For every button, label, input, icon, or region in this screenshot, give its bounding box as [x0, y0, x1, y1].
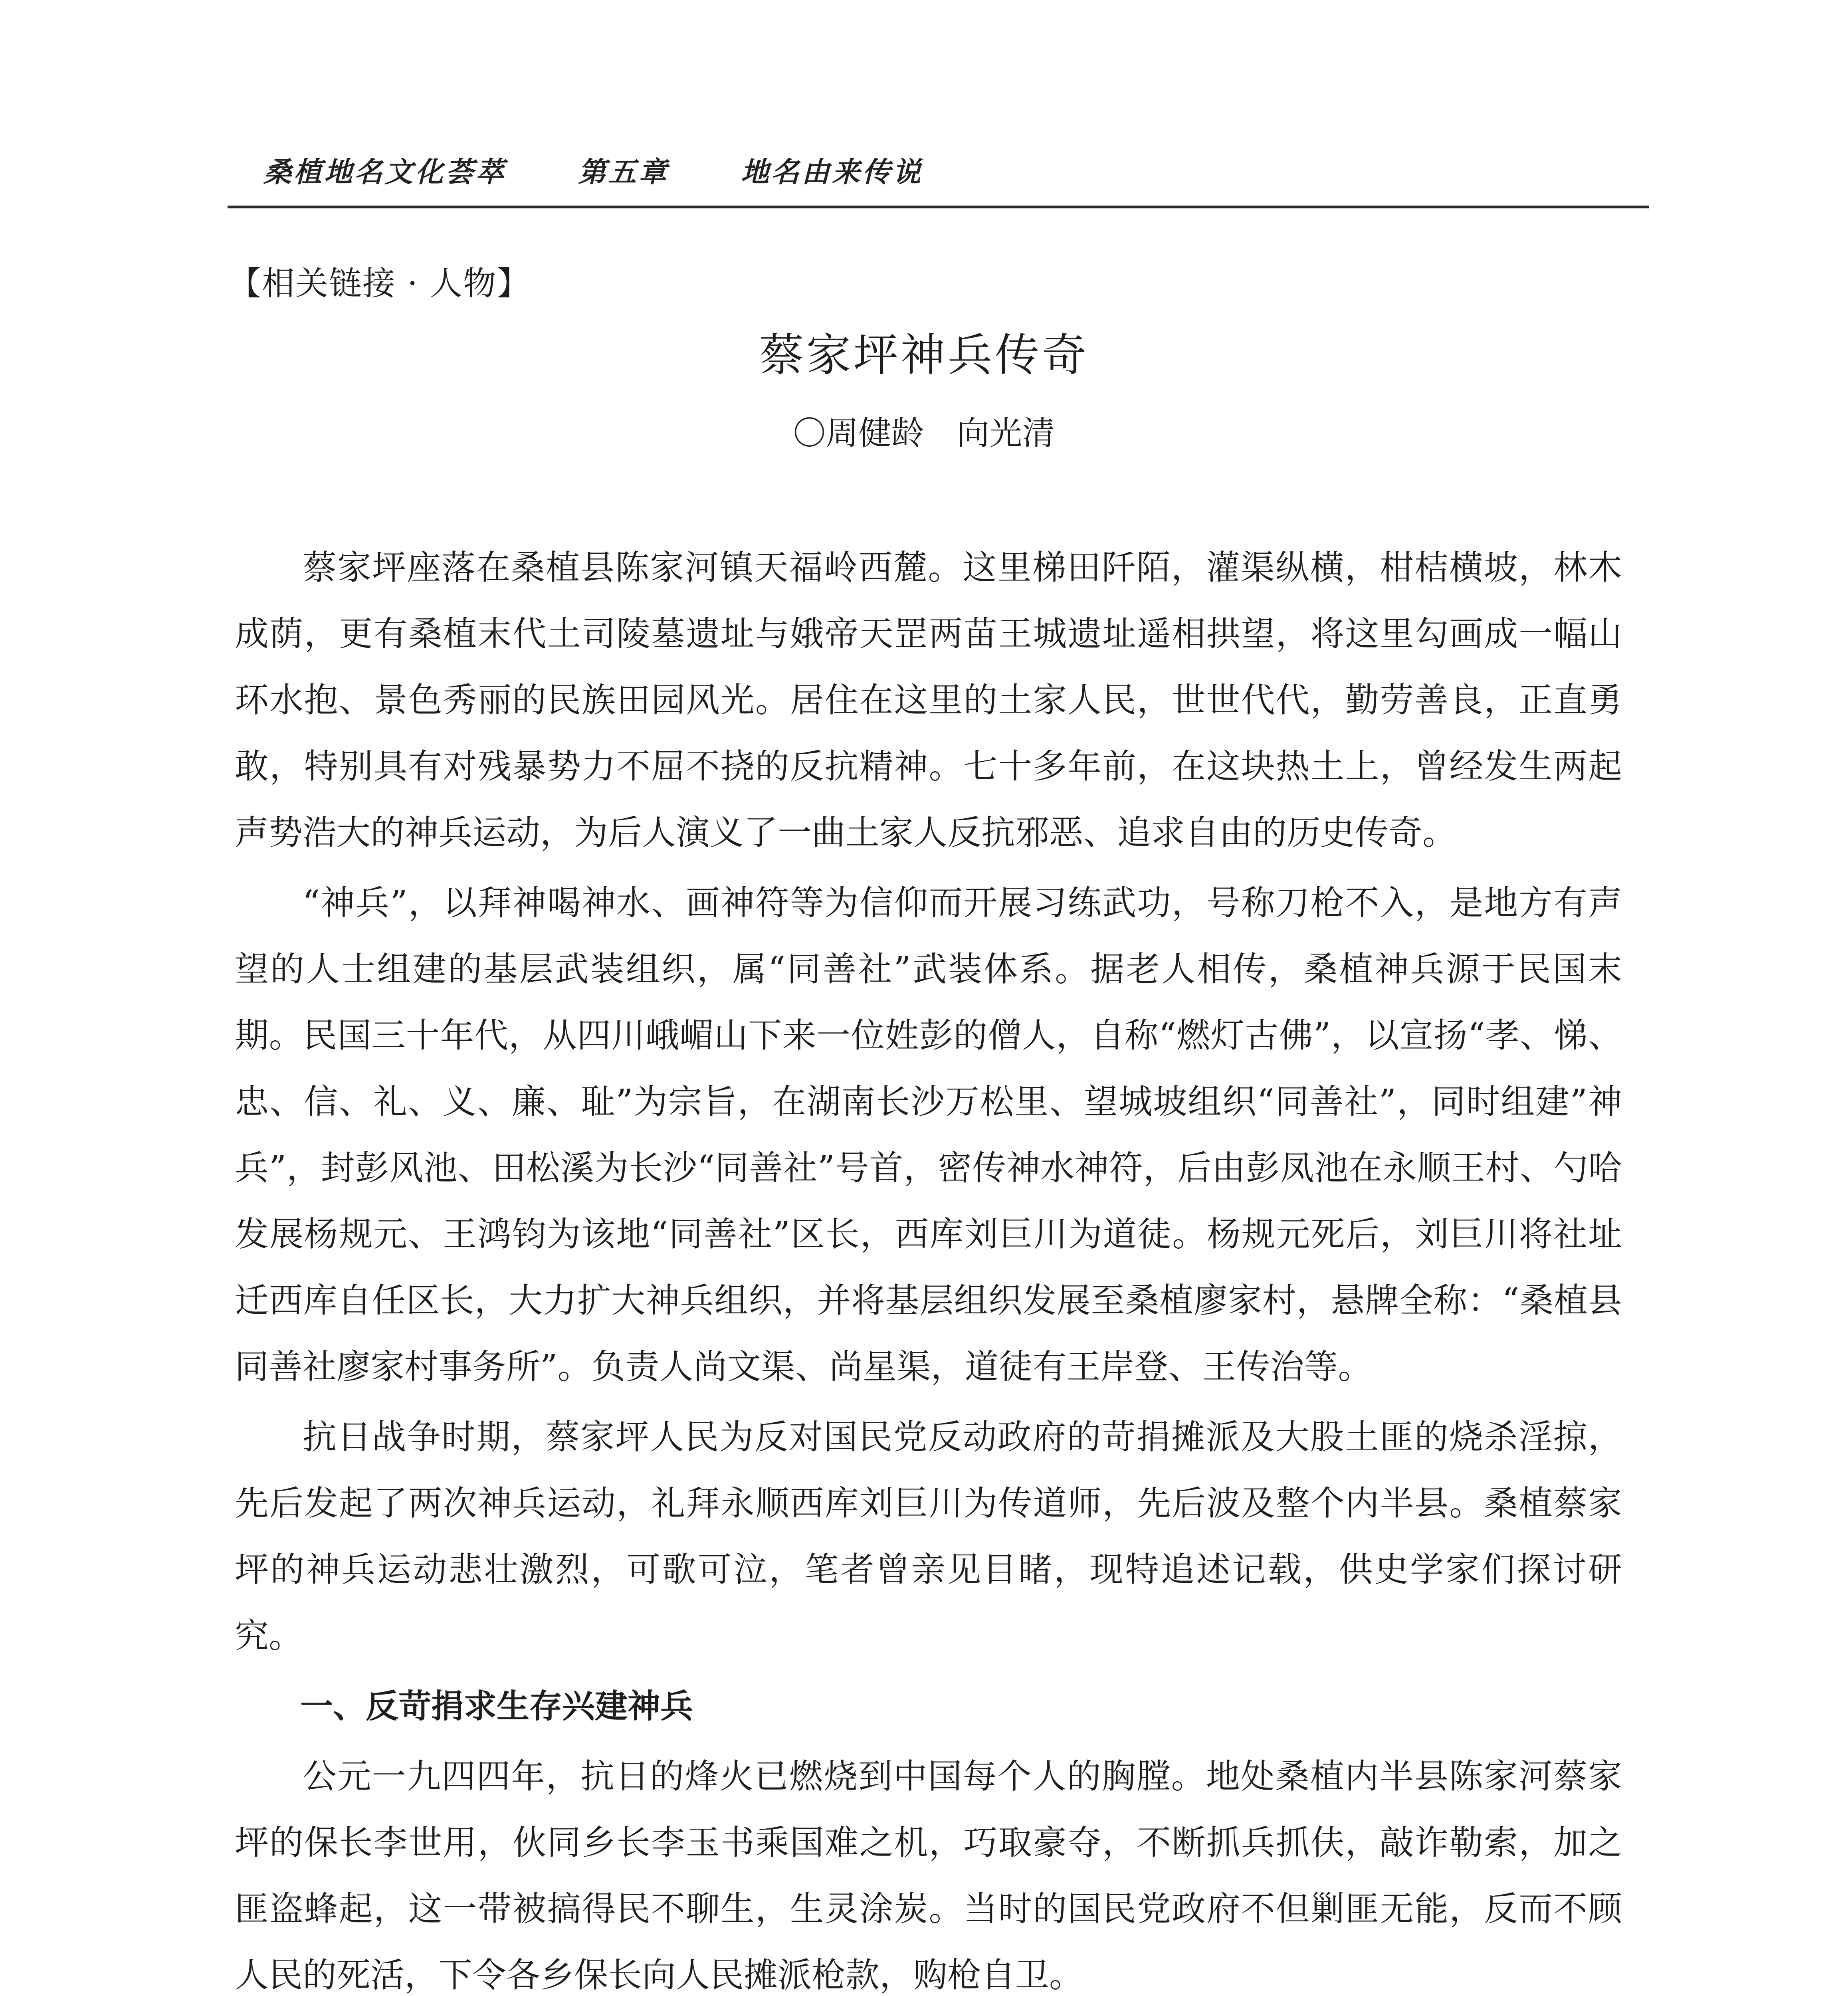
article-body — [235, 535, 1622, 1996]
chapter-number: 第五章 — [578, 155, 669, 188]
running-header — [263, 144, 995, 196]
section-tag: 【相关链接 · 人物】 — [228, 265, 531, 303]
body-paragraph: 公元一九四四年，抗日的烽火已燃烧到中国每个人的胸膛。地处桑植内半县陈家河蔡家坪的保长李世用，伙同乡长李玉书乘国难之机，巧取豪夺，不断抓兵抓伕，敲诈勒索，加之匪盗蜂起，这一带被搞得民不聊生，生灵涂炭。当时的国民党政府不但剿匪无能，反而不顾人民的死活，下令各乡保长向人民摊派枪款，购枪自卫。 — [235, 1757, 1622, 1995]
article-title: 蔡家坪神兵传奇 — [759, 329, 1089, 381]
body-paragraph: “神兵”，以拜神喝神水、画神符等为信仰而开展习练武功，号称刀枪不入，是地方有声望的人士组建的基层武装组织，属“同善社”武装体系。据老人相传，桑植神兵源于民国末期。民国三十年代，从四川峨嵋山下来一位姓彭的僧人，自称“燃灯古佛”，以宣扬“孝、悌、忠、信、礼、义、廉、耻”为宗旨，在湖南长沙万松里、望城坡组织“同善社”，同时组建”神兵”，封彭风池、田松溪为长沙“同善社”号首，密传神水神符，后由彭凤池在永顺王村、勺哈发展杨规元、王鸿钧为该地“同善社”区长，西库刘巨川为道徒。杨规元死后，刘巨川将社址迁西库自任区长，大力扩大神兵组织，并将基层组织发展至桑植廖家村，悬牌全称：“桑植县同善社廖家村事务所”。负责人尚文渠、尚星渠，道徒有王岸登、王传治等。 — [235, 883, 1622, 1387]
body-paragraph: 抗日战争时期，蔡家坪人民为反对国民党反动政府的苛捐摊派及大股土匪的烧杀淫掠，先后发起了两次神兵运动，礼拜永顺西库刘巨川为传道师，先后波及整个内半县。桑植蔡家坪的神兵运动悲壮激烈，可歌可泣，笔者曾亲见目睹，现特追述记载，供史学家们探讨研究。 — [235, 1418, 1622, 1656]
article-byline: 〇周健龄 向光清 — [793, 414, 1055, 452]
book-title: 桑植地名文化荟萃 — [263, 155, 506, 188]
header-divider — [228, 206, 1649, 208]
chapter-title: 地名由来传说 — [741, 155, 923, 188]
section-heading: 一、反苛捐求生存兴建神兵 — [300, 1687, 693, 1725]
body-paragraph: 蔡家坪座落在桑植县陈家河镇天福岭西麓。这里梯田阡陌，灌渠纵横，柑桔横坡，林木成荫，更有桑植末代土司陵墓遗址与娥帝天罡两苗王城遗址遥相拱望，将这里勾画成一幅山环水抱、景色秀丽的民族田园风光。居住在这里的土家人民，世世代代，勤劳善良，正直勇敢，特别具有对残暴势力不屈不挠的反抗精神。七十多年前，在这块热土上，曾经发生两起声势浩大的神兵运动，为后人演义了一曲土家人反抗邪恶、追求自由的历史传奇。 — [235, 548, 1622, 853]
